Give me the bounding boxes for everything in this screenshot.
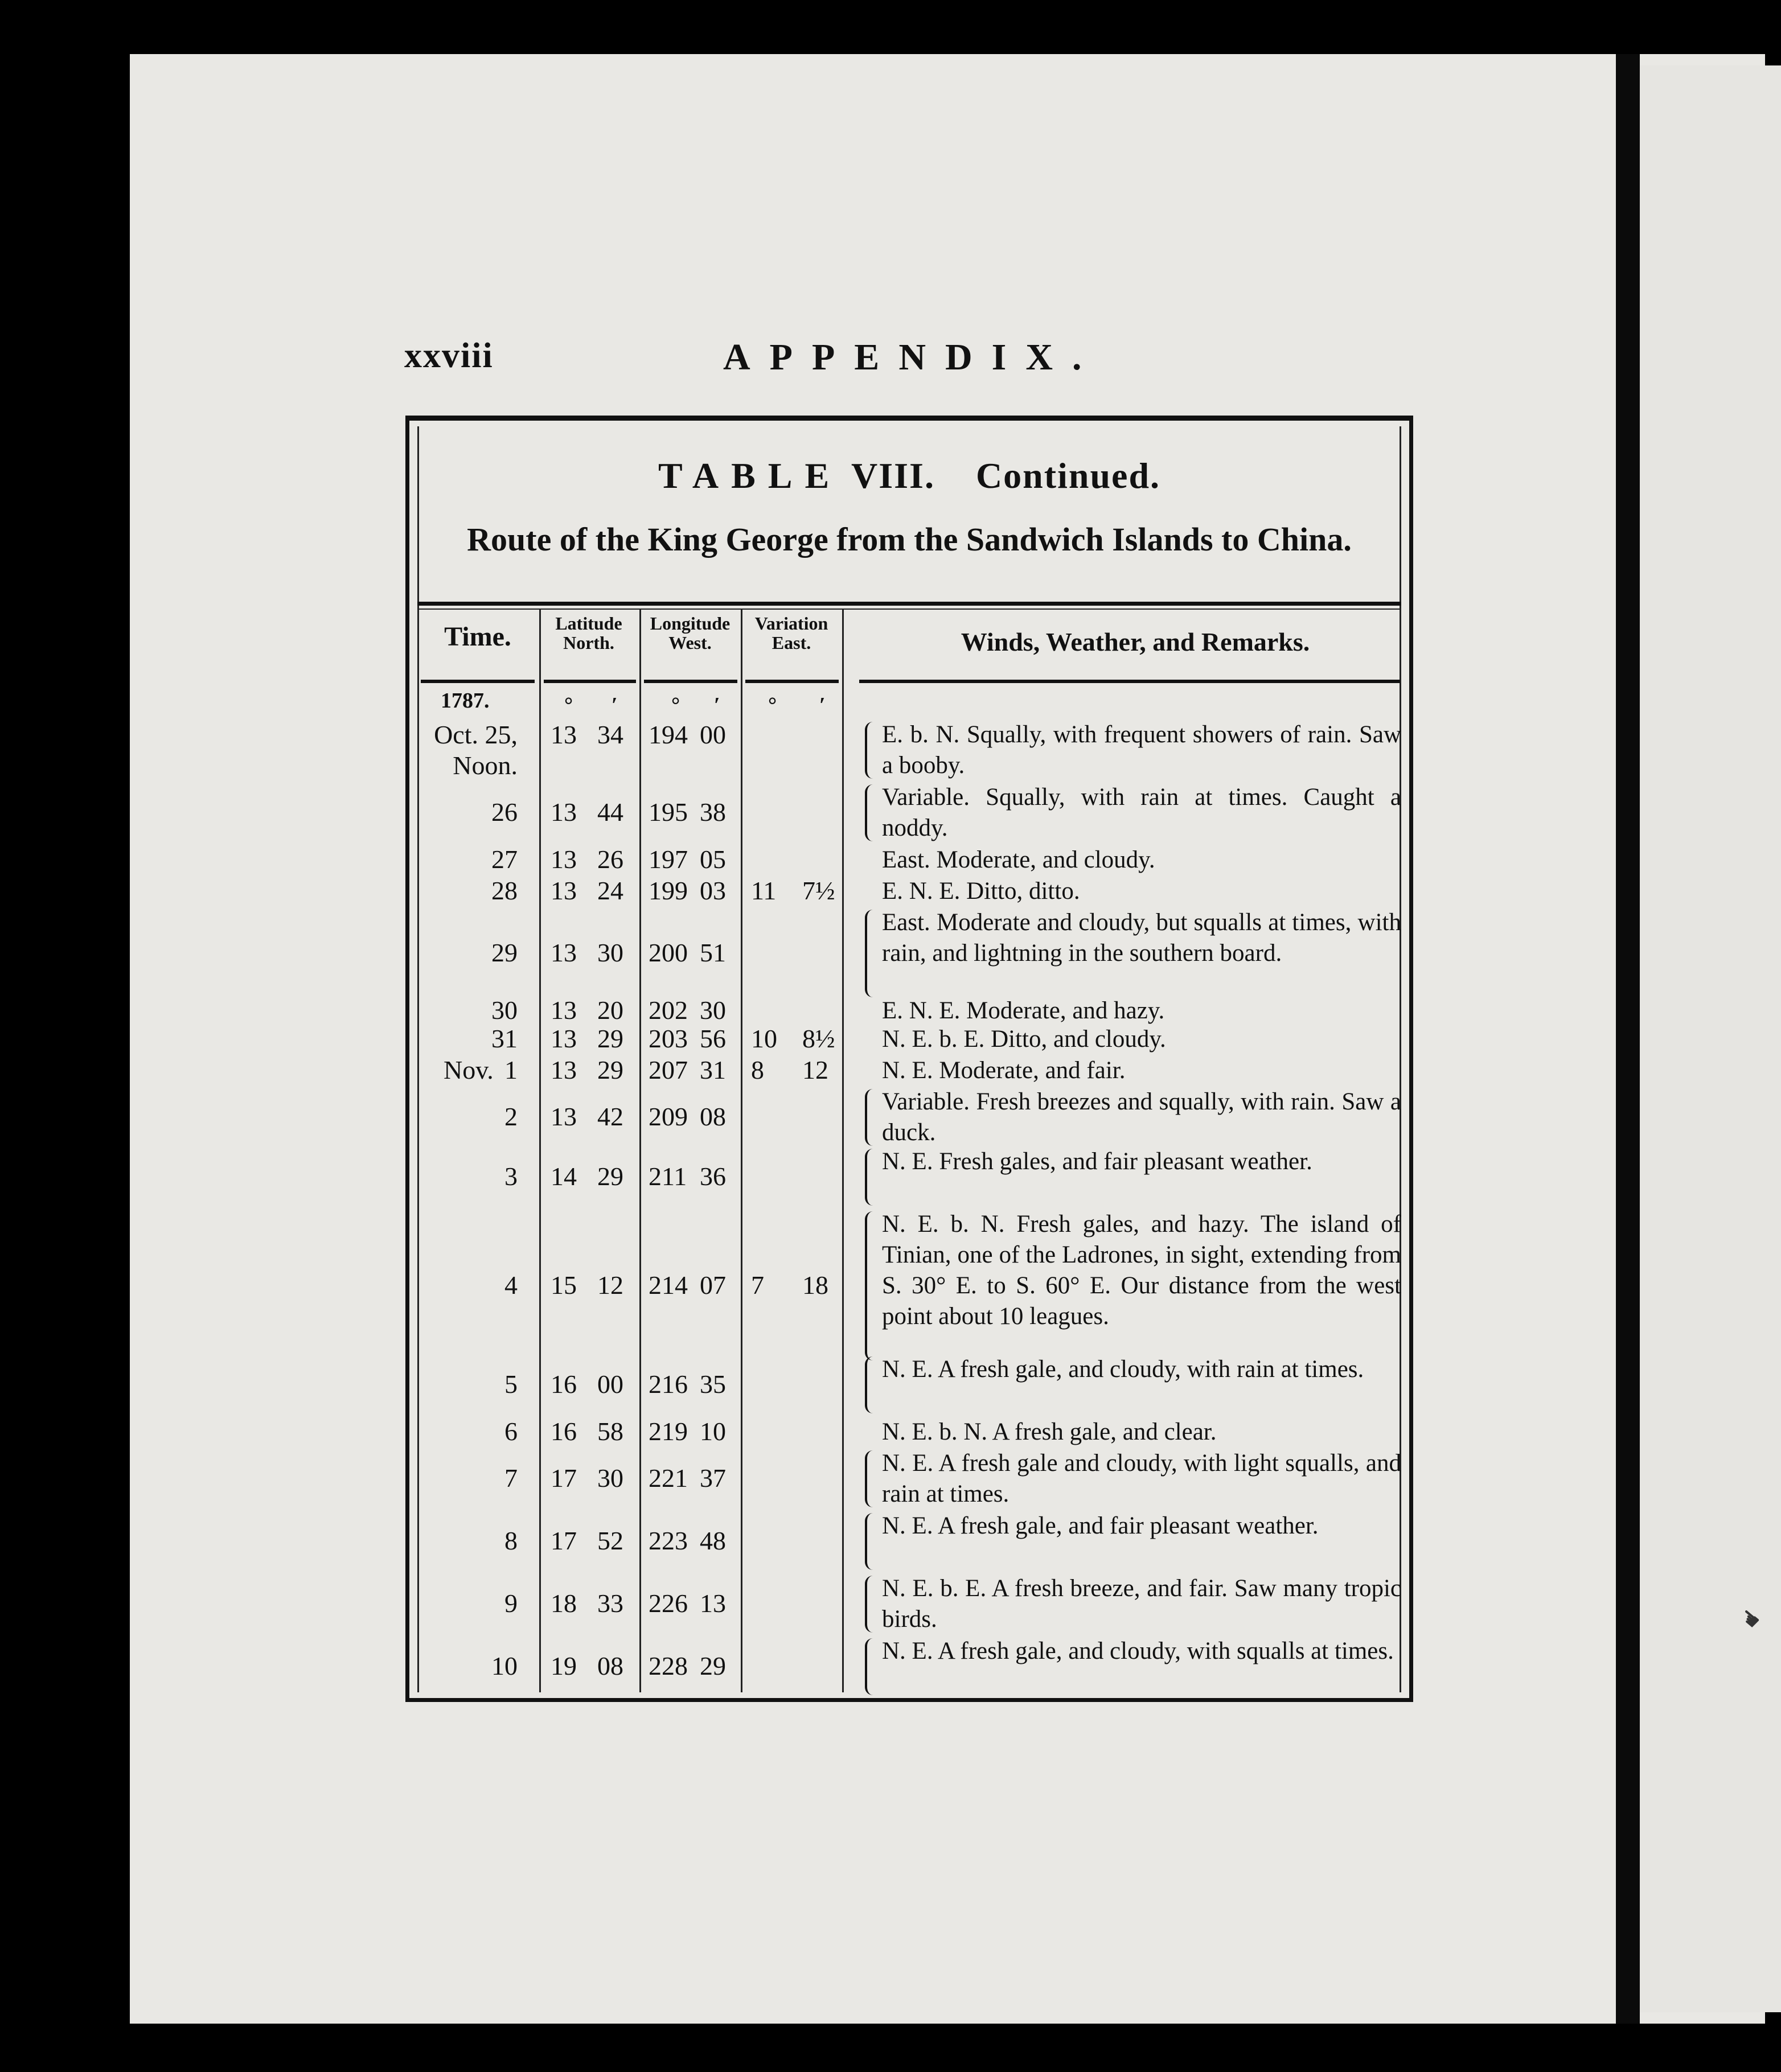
row-lat-m: 44 xyxy=(597,797,623,827)
row-var-m: 8½ xyxy=(802,1024,835,1053)
row-lon-d: 202 xyxy=(649,996,688,1025)
row-lon-d: 199 xyxy=(649,876,688,905)
running-head xyxy=(404,336,1133,387)
header-variation-line2: East. xyxy=(772,632,811,653)
row-remarks: N. E. A fresh gale and cloudy, with light squalls, and rain at times. xyxy=(882,1450,1401,1507)
row-remarks: East. Moderate and cloudy, but squalls at times, with rain, and lightning in the southern board. xyxy=(882,909,1401,967)
column-rule xyxy=(842,610,844,1692)
row-lon-m: 38 xyxy=(700,797,726,827)
header-rule xyxy=(745,680,839,683)
row-lat-d: 13 xyxy=(551,876,577,905)
unit-degree: ° xyxy=(564,693,573,717)
row-remarks: E. N. E. Moderate, and hazy. xyxy=(882,997,1165,1024)
margin-mark: ☚ xyxy=(1733,1602,1766,1635)
unit-degree: ° xyxy=(768,693,777,717)
row-lat-d: 18 xyxy=(551,1589,577,1618)
header-latitude xyxy=(541,614,636,652)
row-lat-m: 58 xyxy=(597,1417,623,1446)
column-rule xyxy=(639,610,641,1692)
row-date: 5 xyxy=(504,1370,518,1399)
row-lon-m: 13 xyxy=(700,1589,726,1618)
row-lon-m: 37 xyxy=(700,1463,726,1493)
row-brace xyxy=(865,1149,879,1206)
row-lon-d: 195 xyxy=(649,797,688,827)
row-lon-m: 31 xyxy=(700,1055,726,1084)
facing-page-edge xyxy=(1640,65,1781,2012)
row-lat-m: 33 xyxy=(597,1589,623,1618)
row-lat-m: 52 xyxy=(597,1526,623,1555)
row-remarks: Variable. Squally, with rain at times. Caught a noddy. xyxy=(882,784,1401,841)
row-var-d: 10 xyxy=(751,1024,777,1053)
header-longitude-line1: Longitude xyxy=(650,613,731,634)
header-remarks: Winds, Weather, and Remarks. xyxy=(961,627,1310,656)
row-lat-d: 13 xyxy=(551,938,577,967)
row-remarks: N. E. b. N. Fresh gales, and hazy. The island of Tinian, one of the Ladrones, in sight, extending from S. 30° E. to S. 60° E. Our distance from the west point about 10 leagues. xyxy=(882,1211,1401,1330)
row-lat-d: 16 xyxy=(551,1417,577,1446)
row-lon-d: 197 xyxy=(649,845,688,874)
row-lat-d: 13 xyxy=(551,797,577,827)
row-lon-d: 214 xyxy=(649,1271,688,1300)
row-lat-d: 17 xyxy=(551,1526,577,1555)
row-var-d: 11 xyxy=(751,876,777,905)
row-date: 29 xyxy=(491,938,518,967)
row-date: 26 xyxy=(491,797,518,827)
row-var-m: 7½ xyxy=(802,876,835,905)
row-date: 31 xyxy=(491,1024,518,1053)
row-remarks: E. b. N. Squally, with frequent showers of rain. Saw a booby. xyxy=(882,721,1401,779)
row-date: 30 xyxy=(491,996,518,1025)
row-date: 10 xyxy=(491,1651,518,1680)
row-lon-m: 10 xyxy=(700,1417,726,1446)
row-brace xyxy=(865,784,879,841)
year-label: 1787. xyxy=(441,689,490,713)
table-title xyxy=(409,455,1409,497)
row-date: 8 xyxy=(504,1526,518,1555)
row-remarks: N. E. A fresh gale, and cloudy, with rain at times. xyxy=(882,1356,1364,1383)
header-time: Time. xyxy=(444,622,511,652)
row-lon-m: 03 xyxy=(700,876,726,905)
header-rule xyxy=(421,680,535,683)
row-lat-d: 15 xyxy=(551,1271,577,1300)
row-remarks: N. E. A fresh gale, and cloudy, with squalls at times. xyxy=(882,1638,1394,1664)
row-var-m: 18 xyxy=(802,1271,828,1300)
row-lat-m: 34 xyxy=(597,720,623,749)
row-remarks: N. E. b. E. A fresh breeze, and fair. Saw many tropic birds. xyxy=(882,1575,1401,1633)
row-lat-m: 00 xyxy=(597,1370,623,1399)
row-date: 2 xyxy=(504,1102,518,1131)
row-lon-d: 207 xyxy=(649,1055,688,1084)
row-lat-m: 24 xyxy=(597,876,623,905)
caption-rule-thin xyxy=(417,609,1401,610)
row-lon-m: 35 xyxy=(700,1370,726,1399)
header-variation xyxy=(744,614,839,652)
page-number: xxviii xyxy=(404,336,494,375)
table-title-word: TABLE xyxy=(658,455,842,496)
header-rule xyxy=(544,680,636,683)
row-date: 6 xyxy=(504,1417,518,1446)
row-lat-m: 29 xyxy=(597,1055,623,1084)
row-lon-m: 56 xyxy=(700,1024,726,1053)
column-rule xyxy=(741,610,742,1692)
row-lat-d: 17 xyxy=(551,1463,577,1493)
row-lon-d: 221 xyxy=(649,1463,688,1493)
row-lat-m: 30 xyxy=(597,938,623,967)
table-subtitle: Route of the King George from the Sandwich Islands to China. xyxy=(467,521,1352,558)
row-lat-m: 29 xyxy=(597,1024,623,1053)
row-lon-m: 29 xyxy=(700,1651,726,1680)
row-date: 9 xyxy=(504,1589,518,1618)
unit-minute: ′ xyxy=(819,693,826,717)
header-longitude xyxy=(643,614,737,652)
running-title: APPENDIX. xyxy=(723,336,1101,378)
row-lon-m: 36 xyxy=(700,1162,726,1191)
row-lat-d: 13 xyxy=(551,1055,577,1084)
header-longitude-line2: West. xyxy=(668,632,712,653)
row-lat-d: 19 xyxy=(551,1651,577,1680)
row-lat-m: 42 xyxy=(597,1102,623,1131)
row-date: 27 xyxy=(491,845,518,874)
row-lon-m: 48 xyxy=(700,1526,726,1555)
table-title-number: VIII. xyxy=(851,455,935,496)
row-lat-m: 08 xyxy=(597,1651,623,1680)
row-lon-d: 194 xyxy=(649,720,688,749)
row-remarks: N. E. Moderate, and fair. xyxy=(882,1057,1126,1084)
row-remarks: N. E. A fresh gale, and fair pleasant weather. xyxy=(882,1512,1319,1539)
row-lat-d: 13 xyxy=(551,996,577,1025)
row-lon-m: 30 xyxy=(700,996,726,1025)
row-lat-d: 13 xyxy=(551,720,577,749)
row-date: Oct. 25, xyxy=(434,720,518,749)
page-gutter xyxy=(1616,54,1640,2024)
header-latitude-line1: Latitude xyxy=(555,613,622,634)
row-lon-m: 51 xyxy=(700,938,726,967)
row-remarks: East. Moderate, and cloudy. xyxy=(882,846,1155,873)
row-brace xyxy=(865,1356,879,1413)
row-lat-m: 26 xyxy=(597,845,623,874)
row-brace xyxy=(865,1638,879,1695)
column-rule xyxy=(539,610,541,1692)
row-brace xyxy=(865,1513,879,1570)
row-remarks: N. E. Fresh gales, and fair pleasant weather. xyxy=(882,1148,1312,1175)
row-brace xyxy=(865,1211,879,1360)
row-remarks: N. E. b. N. A fresh gale, and clear. xyxy=(882,1419,1217,1445)
row-lon-d: 216 xyxy=(649,1370,688,1399)
row-var-d: 8 xyxy=(751,1055,764,1084)
row-lat-m: 29 xyxy=(597,1162,623,1191)
row-lat-d: 14 xyxy=(551,1162,577,1191)
row-lat-d: 13 xyxy=(551,1024,577,1053)
row-var-m: 12 xyxy=(802,1055,828,1084)
row-date: 28 xyxy=(491,876,518,905)
row-lat-m: 12 xyxy=(597,1271,623,1300)
row-remarks: E. N. E. Ditto, ditto. xyxy=(882,878,1080,905)
row-month: Nov. xyxy=(444,1055,494,1084)
row-lat-m: 30 xyxy=(597,1463,623,1493)
row-date-time: Noon. xyxy=(453,751,518,780)
row-lon-m: 08 xyxy=(700,1102,726,1131)
row-brace xyxy=(865,1576,879,1633)
row-lat-d: 13 xyxy=(551,845,577,874)
row-date: 7 xyxy=(504,1463,518,1493)
row-var-d: 7 xyxy=(751,1271,764,1300)
header-variation-line1: Variation xyxy=(754,613,828,634)
row-date: 3 xyxy=(504,1162,518,1191)
row-brace xyxy=(865,1089,879,1146)
row-lon-m: 07 xyxy=(700,1271,726,1300)
row-lat-m: 20 xyxy=(597,996,623,1025)
row-remarks: Variable. Fresh breezes and squally, with rain. Saw a duck. xyxy=(882,1088,1401,1146)
caption-rule xyxy=(417,602,1401,606)
row-lon-m: 00 xyxy=(700,720,726,749)
row-date: 4 xyxy=(504,1271,518,1300)
row-lon-d: 228 xyxy=(649,1651,688,1680)
row-lon-d: 209 xyxy=(649,1102,688,1131)
unit-minute: ′ xyxy=(612,693,618,717)
row-lon-d: 203 xyxy=(649,1024,688,1053)
row-brace xyxy=(865,910,879,997)
row-remarks: N. E. b. E. Ditto, and cloudy. xyxy=(882,1026,1166,1053)
row-lon-d: 219 xyxy=(649,1417,688,1446)
row-lon-d: 223 xyxy=(649,1526,688,1555)
table-title-note: Continued. xyxy=(975,455,1161,496)
row-lat-d: 16 xyxy=(551,1370,577,1399)
row-lat-d: 13 xyxy=(551,1102,577,1131)
unit-degree: ° xyxy=(671,693,680,717)
row-brace xyxy=(865,1450,879,1507)
header-latitude-line2: North. xyxy=(563,632,614,653)
header-rule xyxy=(859,680,1400,683)
row-lon-m: 05 xyxy=(700,845,726,874)
row-date: 1 xyxy=(504,1055,518,1084)
header-rule xyxy=(644,680,737,683)
row-brace xyxy=(865,722,879,779)
row-lon-d: 226 xyxy=(649,1589,688,1618)
row-lon-d: 200 xyxy=(649,938,688,967)
route-table xyxy=(405,416,1413,1702)
row-lon-d: 211 xyxy=(649,1162,687,1191)
unit-minute: ′ xyxy=(714,693,720,717)
